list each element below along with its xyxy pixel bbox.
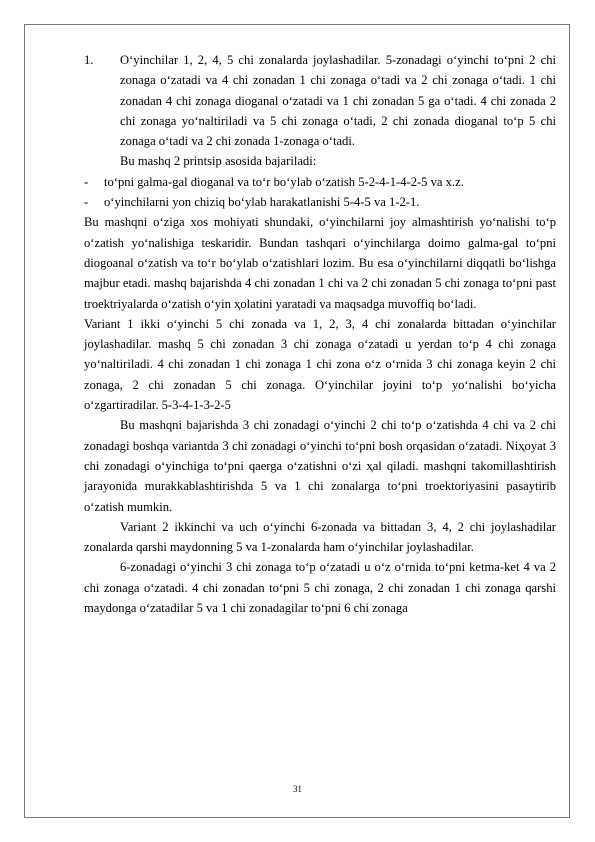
indented-paragraph: 6-zonadagi o‘yinchi 3 chi zonaga to‘p o‘zatadi u o‘z o‘rnida to‘pni ketma-ket 4 va 2 chi zonaga o‘zatadi. 4 chi zonadan to‘pni 5 chi zonaga, 2 chi zonadan 1 chi zonaga qarshi maydonga o‘zatadilar 5 va 1 chi zonadagilar to‘pni 6 chi zonaga — [84, 560, 556, 616]
list-item-text: O‘yinchilar 1, 2, 4, 5 chi zonalarda joylashadilar. 5-zonadagi o‘yinchi to‘pni 2 chi zonaga o‘zatadi va 4 chi zonadan 1 chi zonaga o‘tadi va 2 chi zonaga o‘tadi. 1 chi zonadan 4 chi zonaga dioganal o‘zatadi va 1 chi zonadan 5 ga o‘tadi. 4 chi zonada 2 chi zonaga yo‘naltiriladi va 5 chi zonaga o‘tadi, 2 chi zonada dioganal to‘p 5 chi zonaga o‘tadi va 2 chi zonada 1-zonaga o‘tadi. — [120, 53, 556, 149]
paragraph: Bu mashqni o‘ziga xos mohiyati shundaki, o‘yinchilarni joy almashtirish yo‘nalishi to‘p o‘zatish yo‘nalishiga teskaridir. Bundan tashqari o‘yinchilarga doimo galma-gal to‘pni diogoanal o‘zatish va to‘r bo‘ylab o‘zatishlari lozim. Bu esa o‘yinchilarni diqqatli bo‘lishga majbur etadi. mashq bajarishda 4 chi zonadan 1 chi va 2 chi zonadan 5 chi zonaga to‘pni past troektriyalarda o‘zatish o‘yin ҳolatini yaratadi va maqsadga muvoffiq bo‘ladi. — [84, 215, 556, 311]
dash-item-text: o‘yinchilarni yon chiziq bo‘ylab harakatlanishi 5-4-5 va 1-2-1. — [104, 195, 420, 210]
document-body — [84, 50, 556, 618]
principle-line: Bu mashq 2 printsip asosida bajariladi: — [120, 154, 317, 169]
paragraph: Variant 1 ikki o‘yinchi 5 chi zonada va 1, 2, 3, 4 chi zonalarda bittadan o‘yinchilar joylashadilar. mashq 5 chi zonadan 3 chi zonaga o‘zatadi u yerdan to‘p 4 chi zonaga yo‘naltiriladi. 4 chi zonadan 1 chi zonaga 1 chi zona o‘z o‘rnida 3 chi zonaga keyin 2 chi zonaga, 2 chi zonadan 5 chi zonaga. O‘yinchilar joyini to‘p yo‘nalishi bo‘yicha o‘zgartiradilar. 5-3-4-1-3-2-5 — [84, 316, 556, 413]
numbered-list-item — [84, 50, 556, 151]
dash-mark: - — [84, 195, 89, 210]
indented-paragraph: Bu mashqni bajarishda 3 chi zonadagi o‘yinchi 2 chi to‘p o‘zatishda 4 chi va 2 chi zonadagi boshqa variantda 3 chi zonadagi o‘yinchi to‘pni bosh orqasidan o‘zatadi. Niҳoyat 3 chi zonadagi o‘yinchiga to‘pni qaerga o‘zatishni o‘zi ҳal qiladi. mashqni takomillashtirish jarayonida murakkablashtirishda 5 va 1 chi zonalarga to‘pni troektoriyasini pasaytirib o‘zatish mumkin. — [84, 418, 556, 514]
dash-item-text: to‘pni galma-gal dioganal va to‘r bo‘ylab o‘zatish 5-2-4-1-4-2-5 va x.z. — [104, 174, 464, 189]
dash-list-item — [84, 192, 556, 212]
page-number: 31 — [293, 784, 302, 794]
list-number: 1. — [84, 53, 94, 67]
dash-list-item — [84, 172, 556, 192]
indented-paragraph: Variant 2 ikkinchi va uch o‘yinchi 6-zonada va bittadan 3, 4, 2 chi joylashadilar zonalarda qarshi maydonning 5 va 1-zonalarda ham o‘yinchilar joylashadilar. — [84, 519, 556, 555]
dash-mark: - — [84, 174, 89, 189]
